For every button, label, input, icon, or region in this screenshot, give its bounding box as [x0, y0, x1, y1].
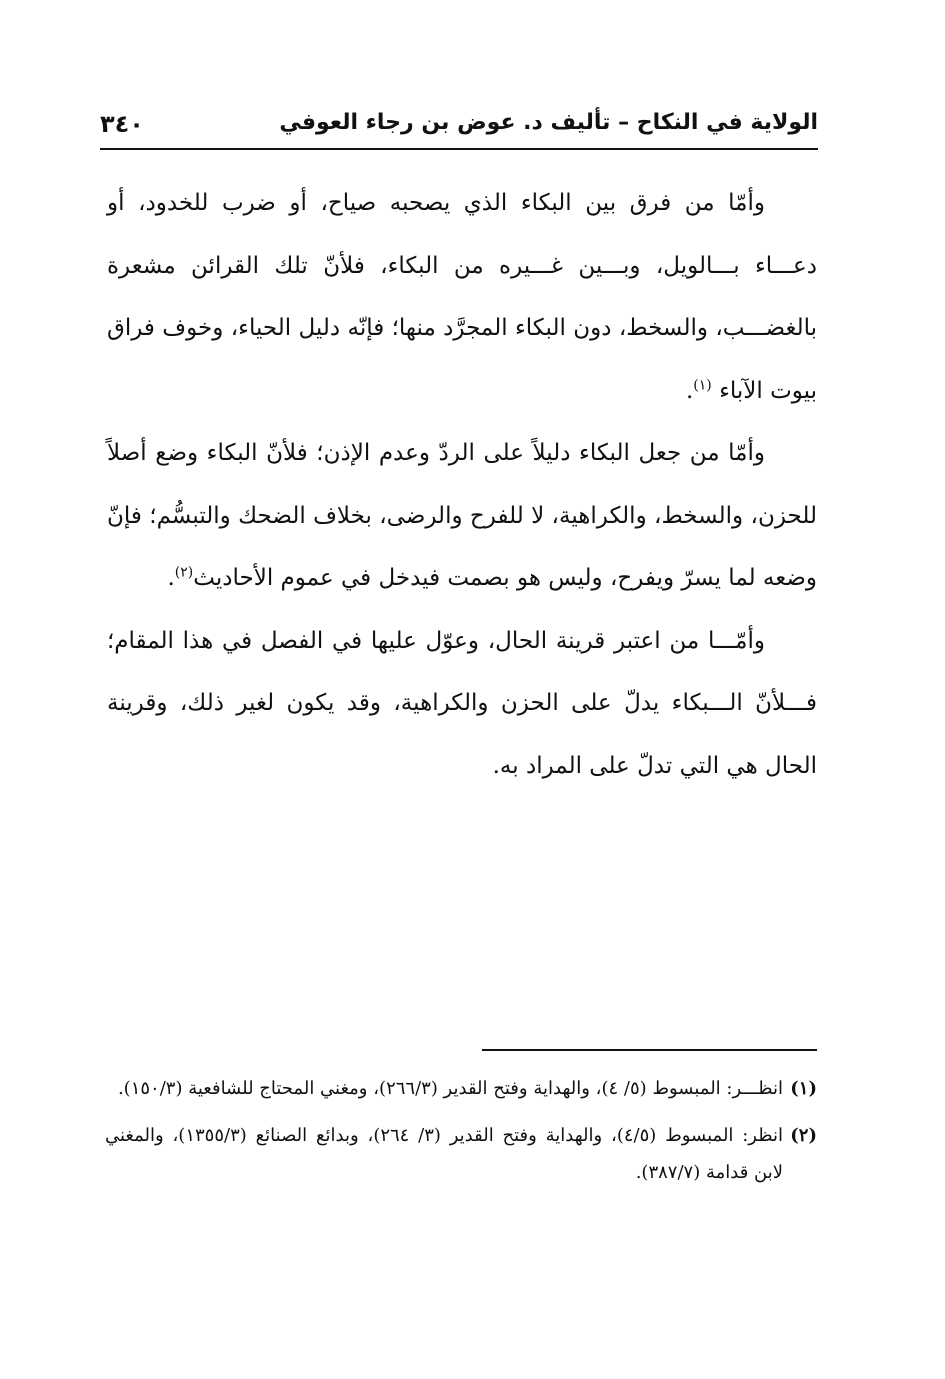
- paragraph-3: وأمّـــا من اعتبر قرينة الحال، وعوّل عليها في الفصل في هذا المقام؛ فـــلأنّ الـــبكاء يدلّ على الحزن والكراهية، وقد يكون لغير ذلك، وقرينة الحال هي التي تدلّ على المراد به.: [107, 627, 817, 779]
- footnote-ref-2[interactable]: (٢): [174, 564, 194, 581]
- footnote-text: انظـــر: المبسوط (٥/ ٤)، والهداية وفتح القدير (٢٦٦/٣)، ومغني المحتاج للشافعية (١٥٠/٣).: [117, 1078, 783, 1099]
- footnote-item: [105, 1070, 817, 1107]
- running-header: [100, 108, 818, 150]
- page-number: ٣٤٠: [100, 110, 144, 138]
- paragraph-1-text: وأمّا من فرق بين البكاء الذي يصحبه صياح، أو ضرب للخدود، أو دعـــاء بـــالويل، وبـــين غـــيره من البكاء، فلأنّ تلك القرائن مشعرة بالغضـــب، والسخط، دون البكاء المجرَّد منها؛ فإنّه دليل الحياء، وخوف فراق بيوت الآباء: [107, 190, 817, 404]
- footnote-separator: [482, 1049, 817, 1051]
- footnote-number: (١): [790, 1078, 817, 1099]
- footnote-ref-1[interactable]: (١): [693, 376, 712, 393]
- footnote-text: انظر: المبسوط (٤/٥)، والهداية وفتح القدير (٣/ ٢٦٤)، وبدائع الصنائع (١٣٥٥/٣)، والمغني لابن قدامة (٣٨٧/٧).: [105, 1125, 783, 1183]
- paragraph-1: [107, 172, 817, 422]
- main-text: [107, 172, 817, 797]
- footnotes: [105, 1070, 817, 1201]
- header-title: الولاية في النكاح – تأليف د. عوض بن رجاء العوفي: [279, 110, 818, 135]
- paragraph-2-end: .: [167, 565, 175, 591]
- paragraph-2-text: وأمّا من جعل البكاء دليلاً على الردّ وعدم الإذن؛ فلأنّ البكاء وضع أصلاً للحزن، والسخط، والكراهية، لا للفرح والرضى، بخلاف الضحك والتبسُّم؛ فإنّ وضعه لما يسرّ ويفرح، وليس هو بصمت فيدخل في عموم الأحاديث: [107, 440, 817, 591]
- footnote-item: [105, 1117, 817, 1191]
- paragraph-1-end: .: [685, 377, 694, 404]
- paragraph-2: [107, 422, 817, 610]
- footnote-number: (٢): [790, 1125, 817, 1146]
